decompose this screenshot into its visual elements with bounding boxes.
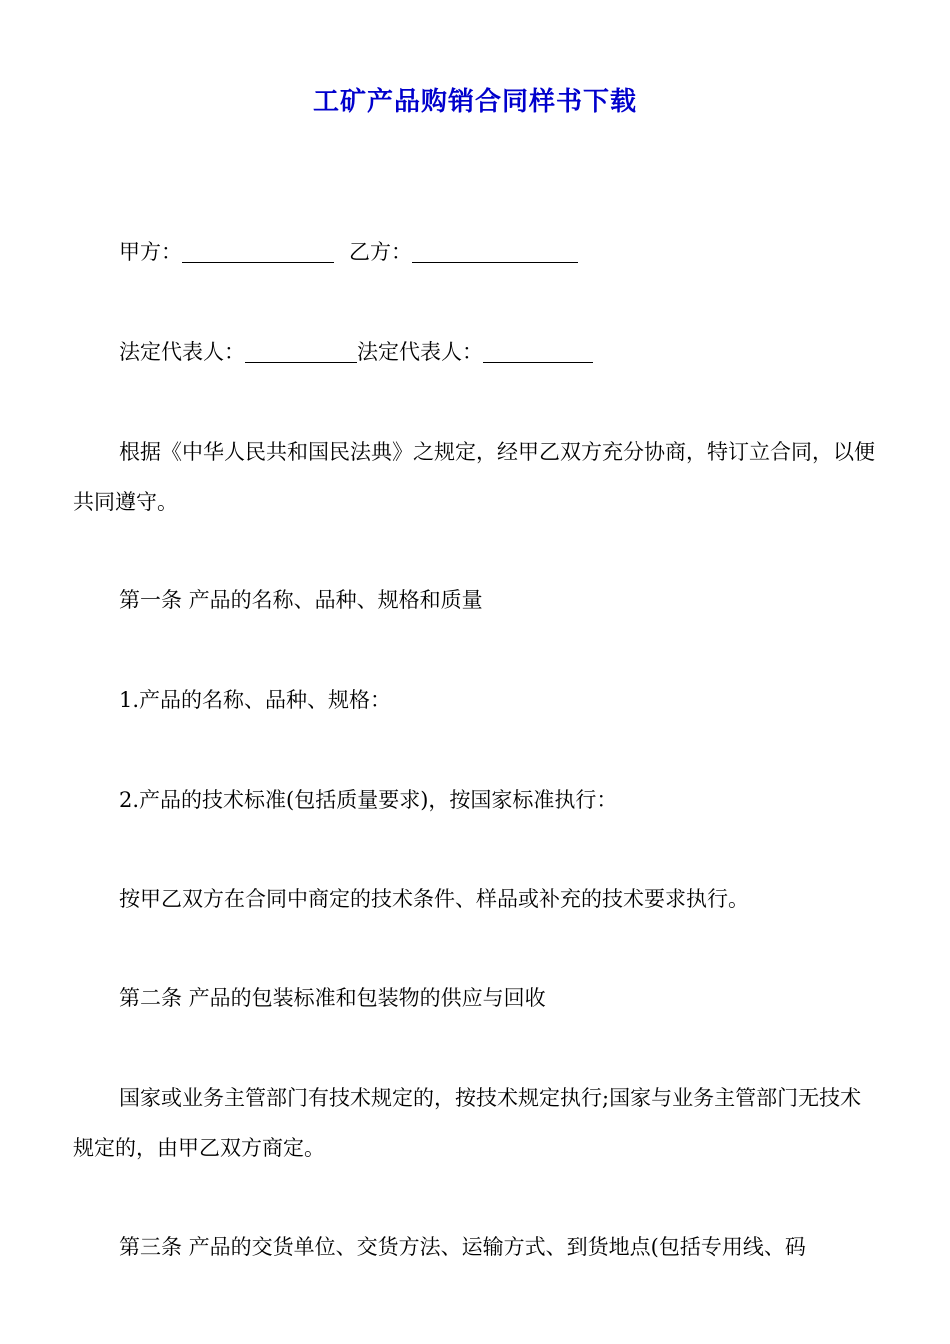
article-1-heading: 第一条 产品的名称、品种、规格和质量 [119,588,483,612]
rep-b-blank[interactable] [483,338,593,363]
article-1-item-2: 2.产品的技术标准(包括质量要求)，按国家标准执行： [119,788,618,812]
party-a-blank[interactable] [182,238,334,263]
article-1-text: 按甲乙双方在合同中商定的技术条件、样品或补充的技术要求执行。 [119,887,749,911]
article-2-text: 国家或业务主管部门有技术规定的，按技术规定执行;国家与业务主管部门无技术规定的，由甲乙双方商定。 [73,1086,862,1160]
article-2-heading: 第二条 产品的包装标准和包装物的供应与回收 [119,986,546,1010]
article-1-item-1: 1.产品的名称、品种、规格： [119,688,392,712]
document-title: 工矿产品购销合同样书下载 [312,87,637,117]
party-b-blank[interactable] [412,238,578,263]
rep-a-blank[interactable] [245,338,357,363]
party-a-label: 甲方： [119,240,182,264]
party-b-label: 乙方： [349,240,412,264]
preamble-paragraph: 根据《中华人民共和国民法典》之规定，经甲乙双方充分协商，特订立合同，以便共同遵守。 [73,440,875,514]
representatives-line [73,327,927,377]
rep-a-label: 法定代表人： [119,340,245,364]
rep-b-label: 法定代表人： [357,340,483,364]
parties-line [73,227,927,277]
article-3-heading: 第三条 产品的交货单位、交货方法、运输方式、到货地点(包括专用线、码 [119,1235,806,1259]
